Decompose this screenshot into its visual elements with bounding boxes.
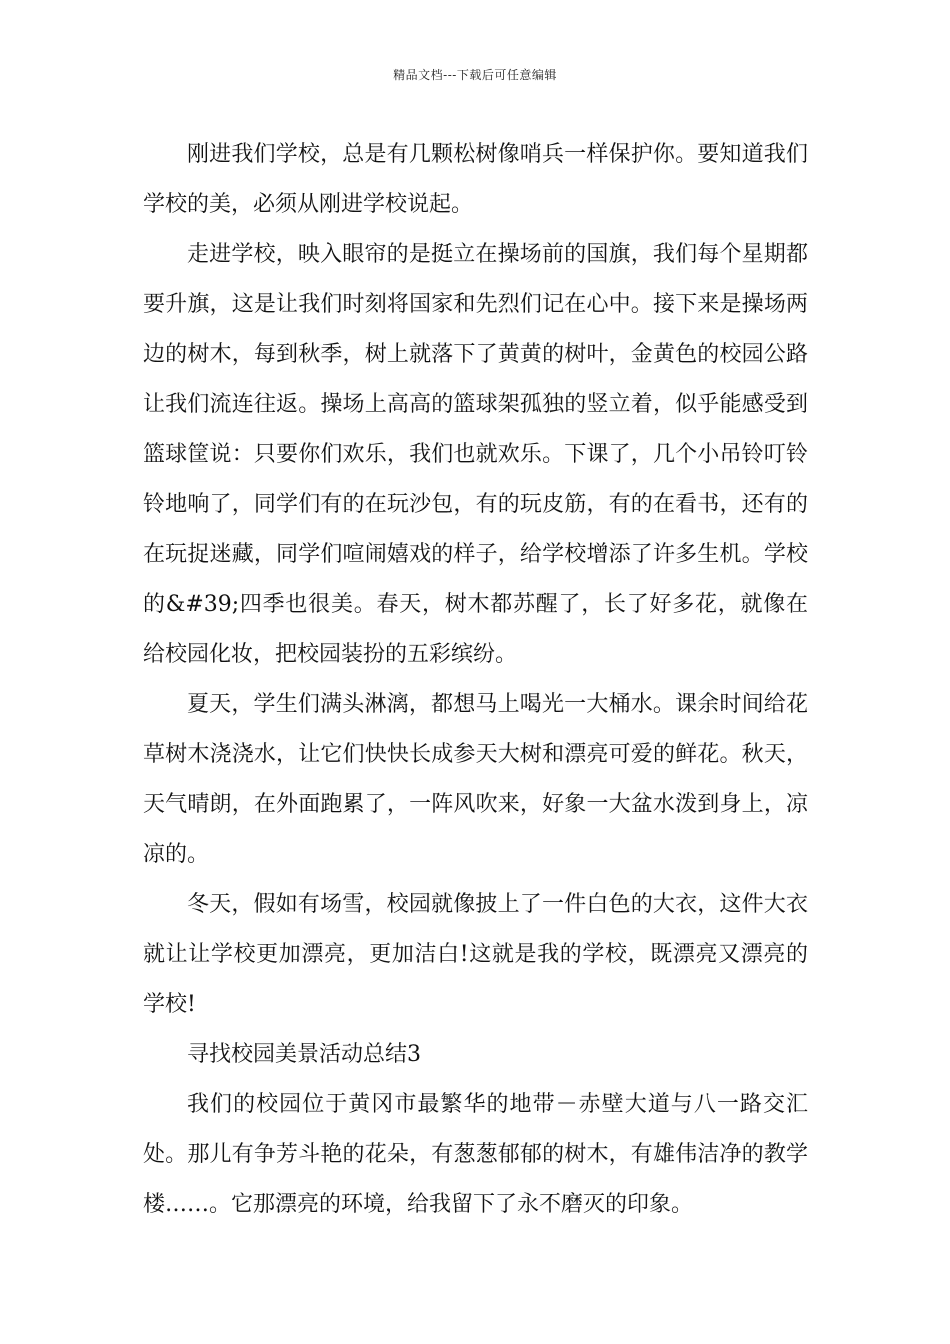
- section-heading: 寻找校园美景活动总结3: [187, 1042, 421, 1067]
- paragraph: 冬天，假如有场雪，校园就像披上了一件白色的大衣，这件大衣就让让学校更加漂亮，更加洁白!这就是我的学校，既漂亮又漂亮的学校!: [143, 892, 808, 1017]
- paragraph: 我们的校园位于黄冈市最繁华的地带－赤壁大道与八一路交汇处。那儿有争芳斗艳的花朵，有葱葱郁郁的树木，有雄伟洁净的教学楼……。它那漂亮的环境，给我留下了永不磨灭的印象。: [143, 1092, 808, 1217]
- paragraph: 夏天，学生们满头淋漓，都想马上喝光一大桶水。课余时间给花草树木浇浇水，让它们快快长成参天大树和漂亮可爱的鲜花。秋天，天气晴朗，在外面跑累了，一阵风吹来，好象一大盆水泼到身上，凉凉的。: [143, 692, 808, 867]
- paragraph: 走进学校，映入眼帘的是挺立在操场前的国旗，我们每个星期都要升旗，这是让我们时刻将国家和先烈们记在心中。接下来是操场两边的树木，每到秋季，树上就落下了黄黄的树叶，金黄色的校园公路让我们流连往返。操场上高高的篮球架孤独的竖立着，似乎能感受到篮球筐说：只要你们欢乐，我们也就欢乐。下课了，几个小吊铃叮铃铃地响了，同学们有的在玩沙包，有的玩皮筋，有的在看书，还有的在玩捉迷藏，同学们喧闹嬉戏的样子，给学校增添了许多生机。学校的&#39;四季也很美。春天，树木都苏醒了，长了好多花，就像在给校园化妆，把校园装扮的五彩缤纷。: [143, 242, 808, 667]
- paragraph: 刚进我们学校，总是有几颗松树像哨兵一样保护你。要知道我们学校的美，必须从刚进学校说起。: [143, 142, 808, 217]
- document-body: [143, 130, 808, 1230]
- page-header: 精品文档---下载后可任意编辑: [393, 68, 557, 82]
